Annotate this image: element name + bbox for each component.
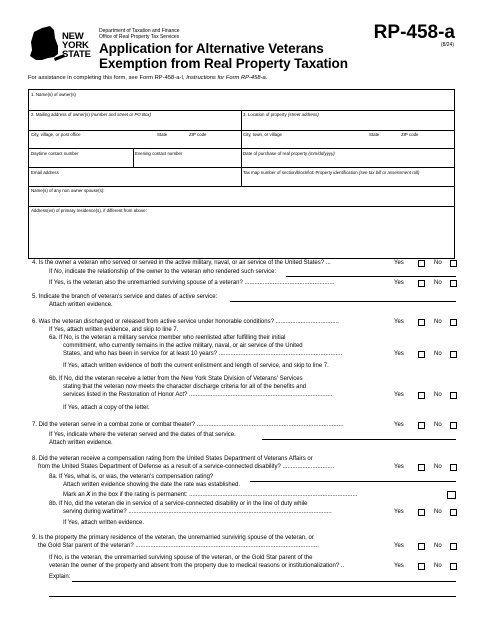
question-6b-line2: stating that the veteran now meets the character discharge criteria for all of the benefits and [63, 384, 307, 390]
q4-spouse-no-checkbox[interactable] [450, 280, 457, 287]
q4-yes-label: Yes [394, 260, 404, 266]
q5-branch-input[interactable] [230, 301, 456, 302]
q6-yes-label: Yes [394, 319, 404, 325]
question-5-note: Attach written evidence. [49, 302, 113, 308]
form-date: (8/24) [440, 42, 454, 48]
q4-no-checkbox[interactable] [450, 260, 457, 267]
q9-no-checkbox[interactable] [450, 543, 457, 550]
question-7-note1: If Yes, indicate where the veteran served and the dates of that service. [49, 432, 236, 438]
question-7-note2: Attach written evidence. [49, 440, 113, 446]
agency-name: Department of Taxation and Finance Office of Real Property Tax Services [99, 28, 180, 40]
evening-phone-field[interactable]: Evening contact number [135, 151, 183, 156]
question-6a-line3: States, and who has been in service for at least 10 years? .......................................................................... [63, 351, 343, 357]
q7-combat-zone-input[interactable] [262, 439, 456, 440]
question-6a-note: If Yes, attach written evidence of both the current enlistment and length of service, and skip to line 7. [63, 363, 329, 369]
form-number: RP-458-a [373, 22, 455, 43]
question-6a-line2: commitment, who currently remains in the active military, naval, or air service of the United [63, 343, 303, 349]
q8b-yes-checkbox[interactable] [418, 509, 425, 516]
q8a-rating-input[interactable] [250, 481, 456, 482]
question-8b-line1: 8b. If No, did the veteran die in service of a service-connected disability or in the line of duty while [49, 501, 308, 507]
question-5: 5. Indicate the branch of veteran's service and dates of active service: [32, 294, 218, 300]
q6b-yes-checkbox[interactable] [418, 392, 425, 399]
q6a-no-label: No [434, 351, 442, 357]
q4-spouse-yes-label: Yes [394, 280, 404, 286]
owner-property-info-grid [28, 89, 455, 259]
question-6b-line3: services listed in the Restoration of Honor Act? ...................................................................................... [63, 392, 333, 398]
form-title: Application for Alternative Veterans Exemption from Real Property Taxation [99, 41, 348, 71]
purchase-date-field[interactable]: Date of purchase of real property (mm/dd/yyyy) [243, 151, 335, 156]
question-4-relationship: If No, indicate the relationship of the owner to the veteran who rendered such service: [49, 269, 277, 275]
q9-yes-label: Yes [394, 543, 404, 549]
q6a-no-checkbox[interactable] [450, 351, 457, 358]
property-location-field[interactable]: 3. Location of property (street address) [243, 112, 319, 117]
q9-explain-input-line1[interactable] [72, 581, 456, 582]
question-9-absent-line1: If No, is the veteran, the unremarried surviving spouse of the veteran, or the Gold Star parent of the [49, 555, 313, 561]
q8-no-checkbox[interactable] [450, 464, 457, 471]
q6b-no-checkbox[interactable] [450, 392, 457, 399]
mailing-zip-field[interactable]: ZIP code [189, 132, 207, 137]
email-field[interactable]: Email address [31, 170, 59, 175]
question-6a-line1: 6a. If No, is the veteran a military service member who reenlisted after fulfilling their initial [49, 335, 286, 341]
property-city-field[interactable]: City, town, or village [243, 132, 282, 137]
q4-yes-checkbox[interactable] [418, 260, 425, 267]
question-8b-line2: serving during wartime? .......................................................................................................................... [63, 509, 332, 515]
q4-relationship-input[interactable] [286, 276, 456, 277]
q4-spouse-no-label: No [434, 280, 442, 286]
question-7: 7. Did the veteran serve in a combat zone or combat theater? ........................................................................................ [32, 422, 344, 428]
q7-no-label: No [434, 422, 442, 428]
daytime-phone-field[interactable]: Daytime contact number [31, 151, 79, 156]
q6a-yes-checkbox[interactable] [418, 351, 425, 358]
q8b-no-label: No [434, 509, 442, 515]
question-4: 4. Is the owner a veteran who served or served in the active military, naval, or air service of the United States? ... [32, 260, 331, 266]
q8-yes-checkbox[interactable] [418, 464, 425, 471]
q7-no-checkbox[interactable] [450, 422, 457, 429]
assistance-note: For assistance in completing this form, see Form RP-458-a-I, Instructions for Form RP-458-a. [28, 75, 268, 81]
q6b-no-label: No [434, 392, 442, 398]
q8-no-label: No [434, 464, 442, 470]
question-8a-line1: 8a. If Yes, what is, or was, the veteran's compensation rating? [49, 474, 214, 480]
mailing-state-field[interactable]: State [157, 132, 168, 137]
mailing-city-field[interactable]: City, village, or post office [31, 132, 81, 137]
q9-absent-yes-checkbox[interactable] [418, 563, 425, 570]
question-6-note: If Yes, attach written evidence, and skip to line 7. [49, 327, 179, 333]
question-6b-note: If Yes, attach a copy of the letter. [63, 405, 150, 411]
question-9-line1: 9. Is the property the primary residence of the veteran, the unremarried surviving spouse of the veteran, or [32, 535, 314, 541]
q6-no-checkbox[interactable] [450, 319, 457, 326]
question-9-line2: the Gold Star parent of the veteran? .............................................................................................................. [38, 543, 319, 549]
question-9-explain-label: Explain: [49, 574, 71, 580]
question-8b-note: If Yes, attach written evidence. [63, 520, 145, 526]
question-8a-line2: Attach written evidence showing the date the rate was established. [63, 482, 241, 488]
question-9-absent-line2: veteran the owner of the property and absent from the property due to medical reasons or institutionalization? .. [49, 563, 345, 569]
question-8a-line3: Mark an X in the box if the rating is permanent: ..................................................................................................... [63, 492, 358, 498]
state-logo-text: NEW YORK STATE [62, 31, 91, 60]
property-state-field[interactable]: State [369, 132, 380, 137]
q9-yes-checkbox[interactable] [418, 543, 425, 550]
question-4-spouse: If Yes, is the veteran also the unremarried surviving spouse of a veteran? ...................................................... [49, 280, 335, 286]
q6b-yes-label: Yes [394, 392, 404, 398]
owner-names-field[interactable]: 1. Name(s) of owner(s) [31, 92, 76, 97]
q9-no-label: No [434, 543, 442, 549]
tax-map-field[interactable]: Tax map number of section/block/lot: Property identification (see tax bill or assessment roll) [243, 170, 420, 175]
question-8-line2: from the United States Department of Defense as a result of a service-connected disability? ............................... [38, 464, 335, 470]
q7-yes-checkbox[interactable] [418, 422, 425, 429]
q4-no-label: No [434, 260, 442, 266]
q7-yes-label: Yes [394, 422, 404, 428]
mailing-address-field[interactable]: 2. Mailing address of owner(s) (number and street or PO Box) [31, 112, 152, 117]
instructions-link[interactable]: Instructions for Form RP-458-a [186, 75, 266, 81]
q6-no-label: No [434, 319, 442, 325]
q9-explain-input-line2[interactable] [49, 596, 456, 597]
property-zip-field[interactable]: ZIP code [401, 132, 419, 137]
question-8-line1: 8. Did the veteran receive a compensation rating from the United States Department of Veterans Affairs or [32, 456, 313, 462]
question-6b-line1: 6b. If No, did the veteran receive a letter from the New York State Division of Veterans' Services [49, 376, 303, 382]
q8b-yes-label: Yes [394, 509, 404, 515]
q9-absent-no-label: No [434, 563, 442, 569]
new-york-state-map-logo [28, 24, 66, 66]
q8-yes-label: Yes [394, 464, 404, 470]
q8a-permanent-checkbox[interactable] [447, 491, 456, 499]
q6a-yes-label: Yes [394, 351, 404, 357]
q4-spouse-yes-checkbox[interactable] [418, 280, 425, 287]
question-6: 6. Was the veteran discharged or released from active service under honorable conditions? ...................................... [32, 319, 339, 325]
q9-absent-no-checkbox[interactable] [450, 563, 457, 570]
q6-yes-checkbox[interactable] [418, 319, 425, 326]
non-owner-spouse-field[interactable]: Name(s) of any non owner spouse(s): [31, 188, 105, 193]
q9-absent-yes-label: Yes [394, 563, 404, 569]
primary-residence-field[interactable]: Address(es) of primary residence(s), if different from above: [31, 208, 147, 213]
q8b-no-checkbox[interactable] [450, 509, 457, 516]
